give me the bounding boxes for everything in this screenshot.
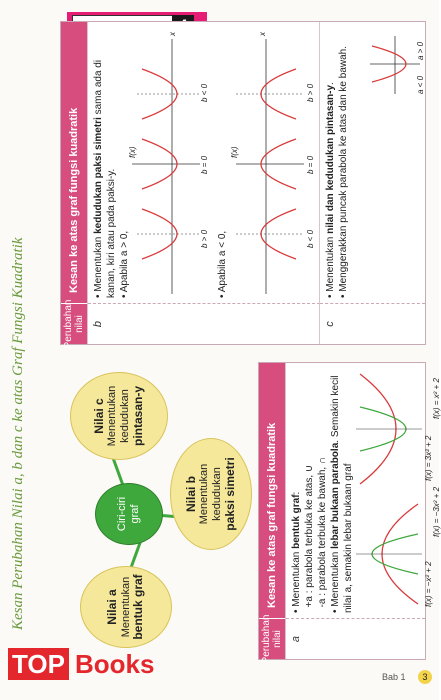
- bubble-a-text: Menentukan: [119, 576, 132, 638]
- a-b1-pre: Menentukan: [291, 548, 302, 607]
- table-a-row: [285, 363, 441, 659]
- c-b1-post: .: [325, 82, 336, 85]
- page-title: Kesan Perubahan Nilai a, b dan c ke atas Graf Fungsi Kuadratik: [10, 237, 26, 630]
- c-b1-bold: nilai dan kedudukan pintasan-y: [325, 84, 336, 234]
- bubble-b-text: Menentukan kedudukan: [198, 463, 223, 525]
- b-b2: Apabila a > 0,: [119, 230, 130, 293]
- bubble-c-line-2: kedudukan: [119, 389, 131, 443]
- gb2-label-bneg: b < 0: [306, 229, 315, 248]
- bubble-b: [170, 438, 252, 550]
- c-b2: Menggerakkan puncak parabola ke atas dan ke bawah.: [338, 45, 349, 292]
- table-a-col2: Kesan ke atas graf fungsi kuadratik: [266, 422, 278, 608]
- graph-b-positive: [132, 34, 202, 294]
- row-b-text: • Menentukan kedudukan paksi simetri sama ada di kanan, kiri atau pada paksi-y. • Apabila a > 0,: [93, 59, 130, 298]
- row-a-label: a: [290, 635, 302, 643]
- gb1-label-bzero: b = 0: [200, 155, 209, 174]
- gb1-label-x: x: [168, 32, 177, 36]
- gc-label-aneg: a < 0: [416, 75, 425, 94]
- b-b3: Apabila a < 0,: [217, 230, 228, 293]
- row-b-text-2: • Apabila a < 0,: [217, 230, 228, 298]
- graph-b-negative: [236, 34, 306, 294]
- row-a-text: • Menentukan bentuk graf: +a : parabola terbuka ke atas, ∪ -a : parabola terbuka ke bawah, ∩ • Menentukan lebar bukaan parabola. Semakin kecil nilai a, semakin lebar bukaan graf: [291, 375, 354, 613]
- bubble-center: [95, 483, 163, 545]
- a-line-neg: -a : parabola terbuka ke bawah, ∩: [317, 456, 328, 608]
- center-line-1: Ciri-ciri: [116, 496, 129, 532]
- a-line-pos: +a : parabola terbuka ke atas, ∪: [304, 464, 315, 608]
- row-separator: [320, 303, 425, 304]
- row-separator: [286, 618, 425, 619]
- row-separator: [88, 303, 320, 304]
- table-a: [258, 362, 441, 664]
- gb2-label-bpos: b > 0: [306, 83, 315, 102]
- table-bc-header: [61, 22, 87, 349]
- table-a-col1: Perubahan nilai: [261, 614, 283, 664]
- graph-a-neg-label-1: f(x) = −x² + 2: [424, 561, 433, 607]
- bubble-c: [70, 372, 168, 460]
- table-bc-col1: Perubahan nilai: [63, 299, 85, 349]
- graph-c: [370, 34, 420, 94]
- gb2-label-fx: f(x): [230, 146, 239, 158]
- row-b: [87, 22, 320, 344]
- gb1-label-bpos: b > 0: [200, 229, 209, 248]
- gb2-label-bzero: b = 0: [306, 155, 315, 174]
- graph-a-pos-label-1: f(x) = 3x² + 2: [424, 435, 433, 481]
- b-b1-pre: Menentukan: [93, 233, 104, 292]
- a-b2-bold: lebar bukaan parabola: [330, 442, 341, 549]
- gc-label-apos: a > 0: [416, 41, 425, 60]
- table-bc: [60, 21, 426, 349]
- a-b1-bold: bentuk graf: [291, 494, 302, 549]
- gb1-label-bneg: b < 0: [200, 83, 209, 102]
- graph-a-pos-label-2: f(x) = x² + 2: [432, 378, 441, 419]
- bubble-b-title: Nilai b: [183, 476, 198, 513]
- logo-books: Books: [74, 648, 155, 679]
- bubble-b-bold: paksi simetri: [222, 457, 237, 531]
- bubble-c-bold: pintasan-y: [130, 386, 145, 447]
- center-line-2: graf: [129, 504, 141, 524]
- bubble-c-title: Nilai c: [91, 398, 106, 434]
- logo-top: TOP: [8, 648, 69, 680]
- publisher-logo: [8, 648, 154, 680]
- graph-a-positive: [356, 369, 422, 489]
- bubble-c-line-1: Menentukan: [106, 385, 119, 447]
- gb1-label-fx: f(x): [128, 146, 137, 158]
- row-b-label: b: [92, 320, 104, 328]
- row-c-text: • Menentukan nilai dan kedudukan pintasan-y. • Menggerakkan puncak parabola ke atas dan ke bawah.: [325, 45, 349, 298]
- table-bc-col2: Kesan ke atas graf fungsi kuadratik: [68, 107, 80, 293]
- graph-a-negative: [356, 499, 422, 609]
- b-b1-bold: kedudukan paksi simetri: [93, 117, 104, 234]
- chapter-footer: Bab 1: [382, 672, 406, 682]
- c-b1-pre: Menentukan: [325, 233, 336, 292]
- row-c-label: c: [324, 321, 336, 327]
- page-number: 3: [418, 670, 432, 684]
- bubble-a-bold: bentuk graf: [131, 574, 146, 640]
- a-b2-post: . Semakin kecil nilai a, semakin lebar bukaan graf: [330, 375, 354, 613]
- bubble-a: [80, 566, 172, 648]
- b-b1-post: sama ada di kanan, kiri atau pada paksi-y.: [93, 59, 117, 298]
- a-b1-post: :: [291, 491, 302, 495]
- a-b2-pre: Menentukan: [330, 548, 341, 607]
- gb2-label-x: x: [258, 32, 267, 36]
- bubble-a-title: Nilai a: [104, 589, 119, 625]
- table-a-header: [259, 363, 285, 664]
- row-c: [319, 22, 425, 344]
- graph-a-neg-label-2: f(x) = −3x² + 2: [432, 486, 441, 537]
